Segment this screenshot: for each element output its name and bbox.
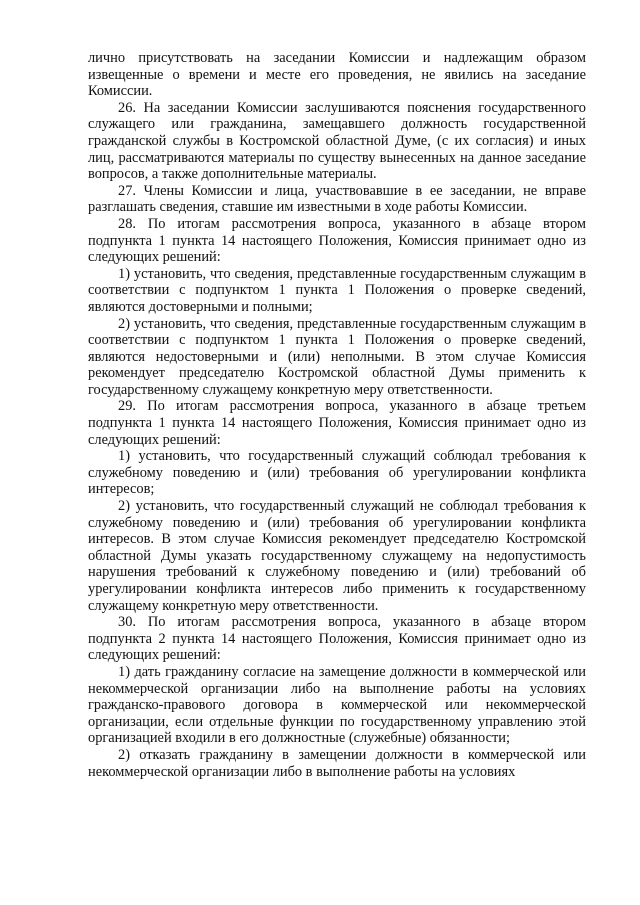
document-body <box>88 50 586 780</box>
paragraph-28-item-2: 2) установить, что сведения, представленные государственным служащим в соответствии с подпунктом 1 пункта 1 Положения о проверке сведений, являются недостоверными и (или) неполными. В этом случае Комиссия рекомендует председателю Костромской областной Думы применить к государственному служащему конкретную меру ответственности. <box>88 315 586 398</box>
paragraph-29-item-2: 2) установить, что государственный служащий не соблюдал требования к служебному поведению и (или) требования об урегулировании конфликта интересов. В этом случае Комиссия рекомендует председателю Костромской областной Думы указать государственному служащему на недопустимость нарушения требований к служебному поведению и (или) требований об урегулировании конфликта интересов либо применить к государственному служащему конкретную меру ответственности. <box>88 498 586 614</box>
paragraph-28: 28. По итогам рассмотрения вопроса, указанного в абзаце втором подпункта 1 пункта 14 настоящего Положения, Комиссия принимает одно из следующих решений: <box>88 215 586 266</box>
paragraph-29: 29. По итогам рассмотрения вопроса, указанного в абзаце третьем подпункта 1 пункта 14 настоящего Положения, Комиссия принимает одно из следующих решений: <box>88 398 586 448</box>
paragraph-30-item-2: 2) отказать гражданину в замещении должности в коммерческой или некоммерческой организации либо в выполнение работы на условиях <box>88 746 586 780</box>
paragraph-continuation: лично присутствовать на заседании Комиссии и надлежащим образом извещенные о времени и месте его проведения, не явились на заседание Комиссии. <box>88 50 586 100</box>
paragraph-27: 27. Члены Комиссии и лица, участвовавшие в ее заседании, не вправе разглашать сведения, ставшие им известными в ходе работы Комиссии. <box>88 182 586 216</box>
paragraph-30-item-1: 1) дать гражданину согласие на замещение должности в коммерческой или некоммерческой организации либо на выполнение работы на условиях гражданско-правового договора в коммерческой или некоммерческой организации, если отдельные функции по государственному управлению этой организацией входили в его должностные (служебные) обязанности; <box>88 663 586 747</box>
paragraph-28-item-1: 1) установить, что сведения, представленные государственным служащим в соответствии с подпунктом 1 пункта 1 Положения о проверке сведений, являются достоверными и полными; <box>88 265 586 315</box>
paragraph-26: 26. На заседании Комиссии заслушиваются пояснения государственного служащего или гражданина, замещавшего должность государственной гражданской службы в Костромской областной Думе, (с их согласия) и иных лиц, рассматриваются материалы по существу вынесенных на данное заседание вопросов, а также дополнительные материалы. <box>88 99 586 183</box>
paragraph-30: 30. По итогам рассмотрения вопроса, указанного в абзаце втором подпункта 2 пункта 14 настоящего Положения, Комиссия принимает одно из следующих решений: <box>88 614 586 664</box>
paragraph-29-item-1: 1) установить, что государственный служащий соблюдал требования к служебному поведению и (или) требования об урегулировании конфликта интересов; <box>88 448 586 498</box>
